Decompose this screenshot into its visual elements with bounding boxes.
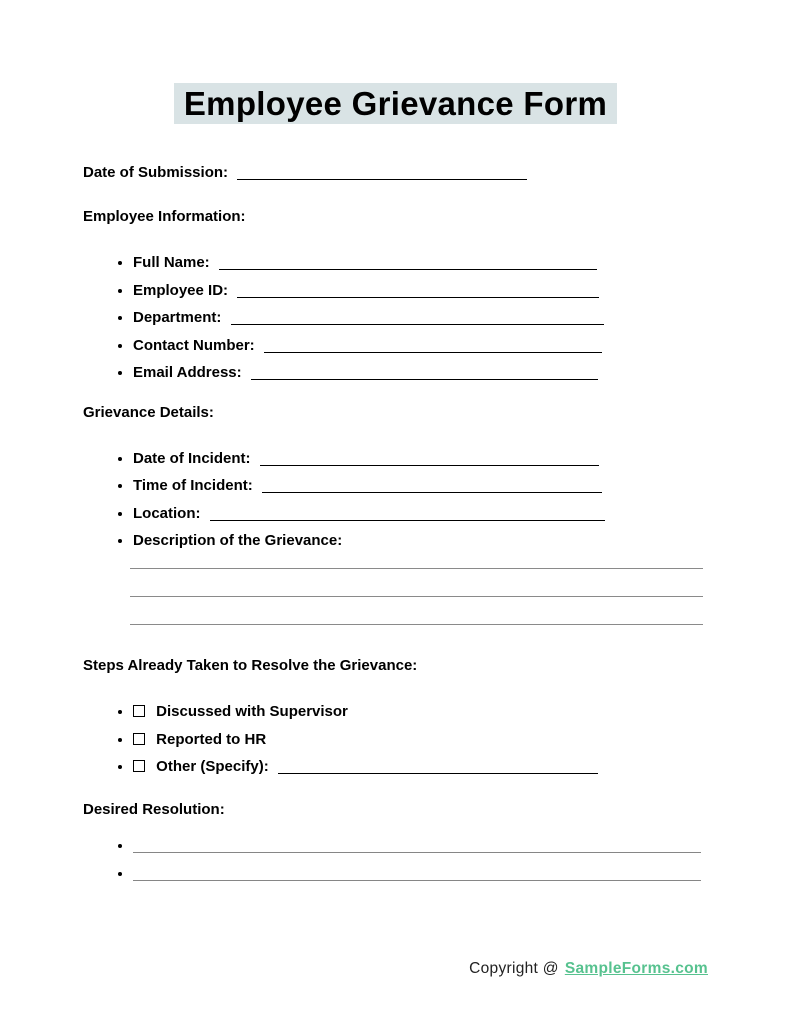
list-item bbox=[133, 753, 708, 781]
employee-info-list bbox=[83, 249, 708, 387]
location-blank[interactable] bbox=[210, 517, 605, 521]
department-blank[interactable] bbox=[231, 321, 604, 325]
copyright-text: Copyright @ bbox=[469, 960, 559, 977]
date-of-submission-row bbox=[83, 163, 708, 183]
list-item bbox=[133, 472, 708, 500]
contact-number-blank[interactable] bbox=[264, 349, 602, 353]
full-name-blank[interactable] bbox=[219, 266, 597, 270]
footer bbox=[469, 960, 708, 978]
checkbox-label: Other (Specify): bbox=[156, 758, 269, 776]
list-item bbox=[133, 445, 708, 473]
email-address-label: Email Address: bbox=[133, 364, 242, 381]
list-item bbox=[133, 359, 708, 387]
employee-id-blank[interactable] bbox=[237, 294, 599, 298]
list-item bbox=[133, 860, 708, 888]
department-label: Department: bbox=[133, 309, 222, 326]
steps-taken-list bbox=[83, 698, 708, 781]
list-item bbox=[133, 832, 708, 860]
steps-taken-heading: Steps Already Taken to Resolve the Grievance: bbox=[83, 657, 418, 675]
list-item bbox=[133, 500, 708, 528]
title-row bbox=[83, 83, 708, 124]
checkbox-other-specify[interactable] bbox=[133, 760, 145, 772]
grievance-details-heading: Grievance Details: bbox=[83, 403, 214, 421]
checkbox-discussed-with-supervisor[interactable] bbox=[133, 705, 145, 717]
email-address-blank[interactable] bbox=[251, 376, 598, 380]
desired-resolution-heading: Desired Resolution: bbox=[83, 800, 225, 818]
list-item bbox=[133, 726, 708, 754]
checkbox-label: Reported to HR bbox=[156, 730, 267, 748]
list-item bbox=[133, 249, 708, 277]
list-item bbox=[133, 698, 708, 726]
checkbox-label: Discussed with Supervisor bbox=[156, 703, 348, 721]
description-line[interactable] bbox=[130, 597, 703, 625]
description-label: Description of the Grievance: bbox=[133, 532, 343, 549]
list-item bbox=[133, 277, 708, 305]
resolution-line[interactable] bbox=[133, 849, 701, 853]
contact-number-label: Contact Number: bbox=[133, 336, 255, 354]
page-title: Employee Grievance Form bbox=[174, 83, 617, 124]
description-line[interactable] bbox=[130, 569, 703, 597]
date-of-submission-blank[interactable] bbox=[237, 176, 527, 180]
employee-id-label: Employee ID: bbox=[133, 281, 229, 299]
full-name-label: Full Name: bbox=[133, 254, 210, 271]
other-specify-blank[interactable] bbox=[278, 770, 598, 774]
checkbox-reported-to-hr[interactable] bbox=[133, 733, 145, 745]
date-of-incident-blank[interactable] bbox=[260, 462, 599, 466]
employee-info-heading: Employee Information: bbox=[83, 208, 246, 225]
form-content bbox=[0, 83, 794, 888]
location-label: Location: bbox=[133, 504, 201, 522]
time-of-incident-blank[interactable] bbox=[262, 489, 602, 493]
date-of-incident-label: Date of Incident: bbox=[133, 449, 251, 467]
desired-resolution-list bbox=[83, 832, 708, 888]
time-of-incident-label: Time of Incident: bbox=[133, 477, 253, 494]
grievance-details-list bbox=[83, 445, 708, 555]
list-item bbox=[133, 332, 708, 360]
list-item bbox=[133, 304, 708, 332]
resolution-line[interactable] bbox=[133, 877, 701, 881]
date-of-submission-label: Date of Submission: bbox=[83, 164, 229, 181]
footer-link[interactable]: SampleForms.com bbox=[564, 960, 708, 977]
